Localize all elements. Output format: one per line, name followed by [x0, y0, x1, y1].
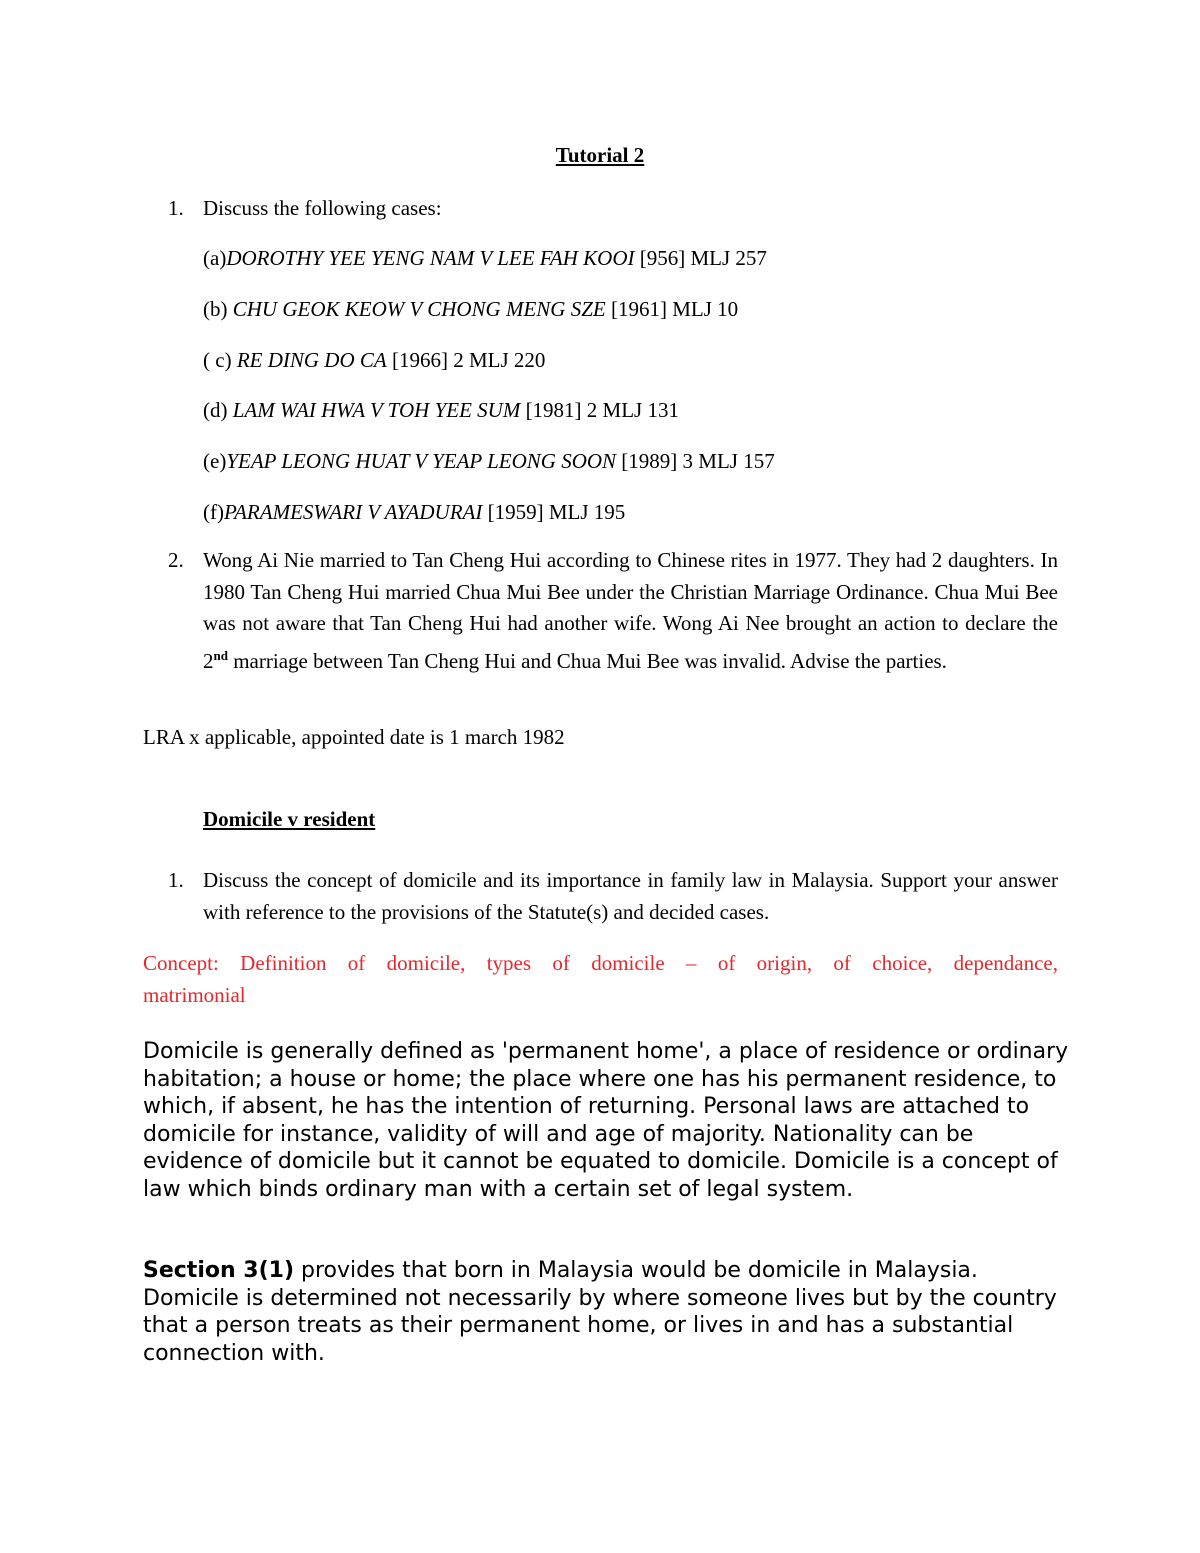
question-text-part: Wong Ai Nie married to Tan Cheng Hui according to Chinese rites in 1977. They had 2 daughters. In 1980 Tan Cheng Hui married Chua Mui Bee under the Christian Marriage Ordinance. Chua Mui Bee was not aware that Tan Cheng Hui had another wife. Wong Ai Nee brought an action to declare the 2: [203, 548, 1058, 673]
page-title: Tutorial 2: [555, 143, 645, 167]
case-name: LAM WAI HWA V TOH YEE SUM: [232, 398, 521, 422]
case-citation: [1959] MLJ 195: [482, 500, 626, 524]
case-citation: [1966] 2 MLJ 220: [386, 348, 546, 372]
case-prefix: (f): [203, 500, 224, 524]
case-item: [203, 397, 679, 423]
case-prefix: (d): [203, 398, 233, 422]
question-text: Discuss the concept of domicile and its importance in family law in Malaysia. Support your answer with reference to the provisions of the Statute(s) and decided cases.: [203, 868, 1058, 924]
case-citation: [1981] 2 MLJ 131: [520, 398, 679, 422]
case-prefix: (e): [203, 449, 227, 473]
case-name: CHU GEOK KEOW V CHONG MENG SZE: [232, 297, 606, 321]
question-text: [203, 545, 1058, 677]
case-name: RE DING DO CA: [236, 348, 387, 372]
case-name: YEAP LEONG HUAT V YEAP LEONG SOON: [226, 449, 617, 473]
concept-note: [143, 948, 1058, 1011]
case-name: PARAMESWARI V AYADURAI: [223, 500, 483, 524]
question-text: Discuss the following cases:: [203, 196, 442, 220]
case-item: [203, 296, 738, 322]
case-item: [203, 448, 775, 474]
case-citation: [1989] 3 MLJ 157: [616, 449, 775, 473]
domicile-definition-paragraph: Domicile is generally defined as 'permanent home', a place of residence or ordinary habitation; a house or home; the place where one has his permanent residence, to which, if absent, he has the intention of returning. Personal laws are attached to domicile for instance, validity of will and age of majority. Nationality can be evidence of domicile but it cannot be equated to domicile. Domicile is a concept of law which binds ordinary man with a certain set of legal system.: [143, 1039, 1069, 1202]
section-reference: Section 3(1): [143, 1258, 295, 1283]
question-text-part: marriage between Tan Cheng Hui and Chua Mui Bee was invalid. Advise the parties.: [227, 648, 947, 673]
question-number: 2.: [168, 548, 184, 572]
ordinal-superscript: nd: [213, 647, 228, 663]
concept-line: Concept: Definition of domicile, types of domicile – of origin, of choice, dependance,: [143, 951, 1058, 975]
case-item: [203, 245, 767, 271]
case-item: [203, 499, 625, 525]
note-text: LRA x applicable, appointed date is 1 march 1982: [143, 725, 565, 749]
case-name: DOROTHY YEE YENG NAM V LEE FAH KOOI: [226, 246, 635, 270]
case-prefix: ( c): [203, 348, 237, 372]
case-prefix: (a): [203, 246, 227, 270]
question-number: 1.: [168, 868, 184, 892]
concept-line: matrimonial: [143, 982, 246, 1007]
section-paragraph: [143, 1257, 1073, 1367]
case-citation: [1961] MLJ 10: [605, 297, 739, 321]
case-item: [203, 347, 545, 373]
section-paragraph-text: provides that born in Malaysia would be domicile in Malaysia. Domicile is determined not necessarily by where someone lives but by the country that a person treats as their permanent home, or lives in and has a substantial connection with.: [143, 1258, 1057, 1366]
question-number: 1.: [168, 196, 184, 220]
section-heading: Domicile v resident: [203, 807, 376, 831]
case-prefix: (b): [203, 297, 233, 321]
case-citation: [956] MLJ 257: [634, 246, 767, 270]
